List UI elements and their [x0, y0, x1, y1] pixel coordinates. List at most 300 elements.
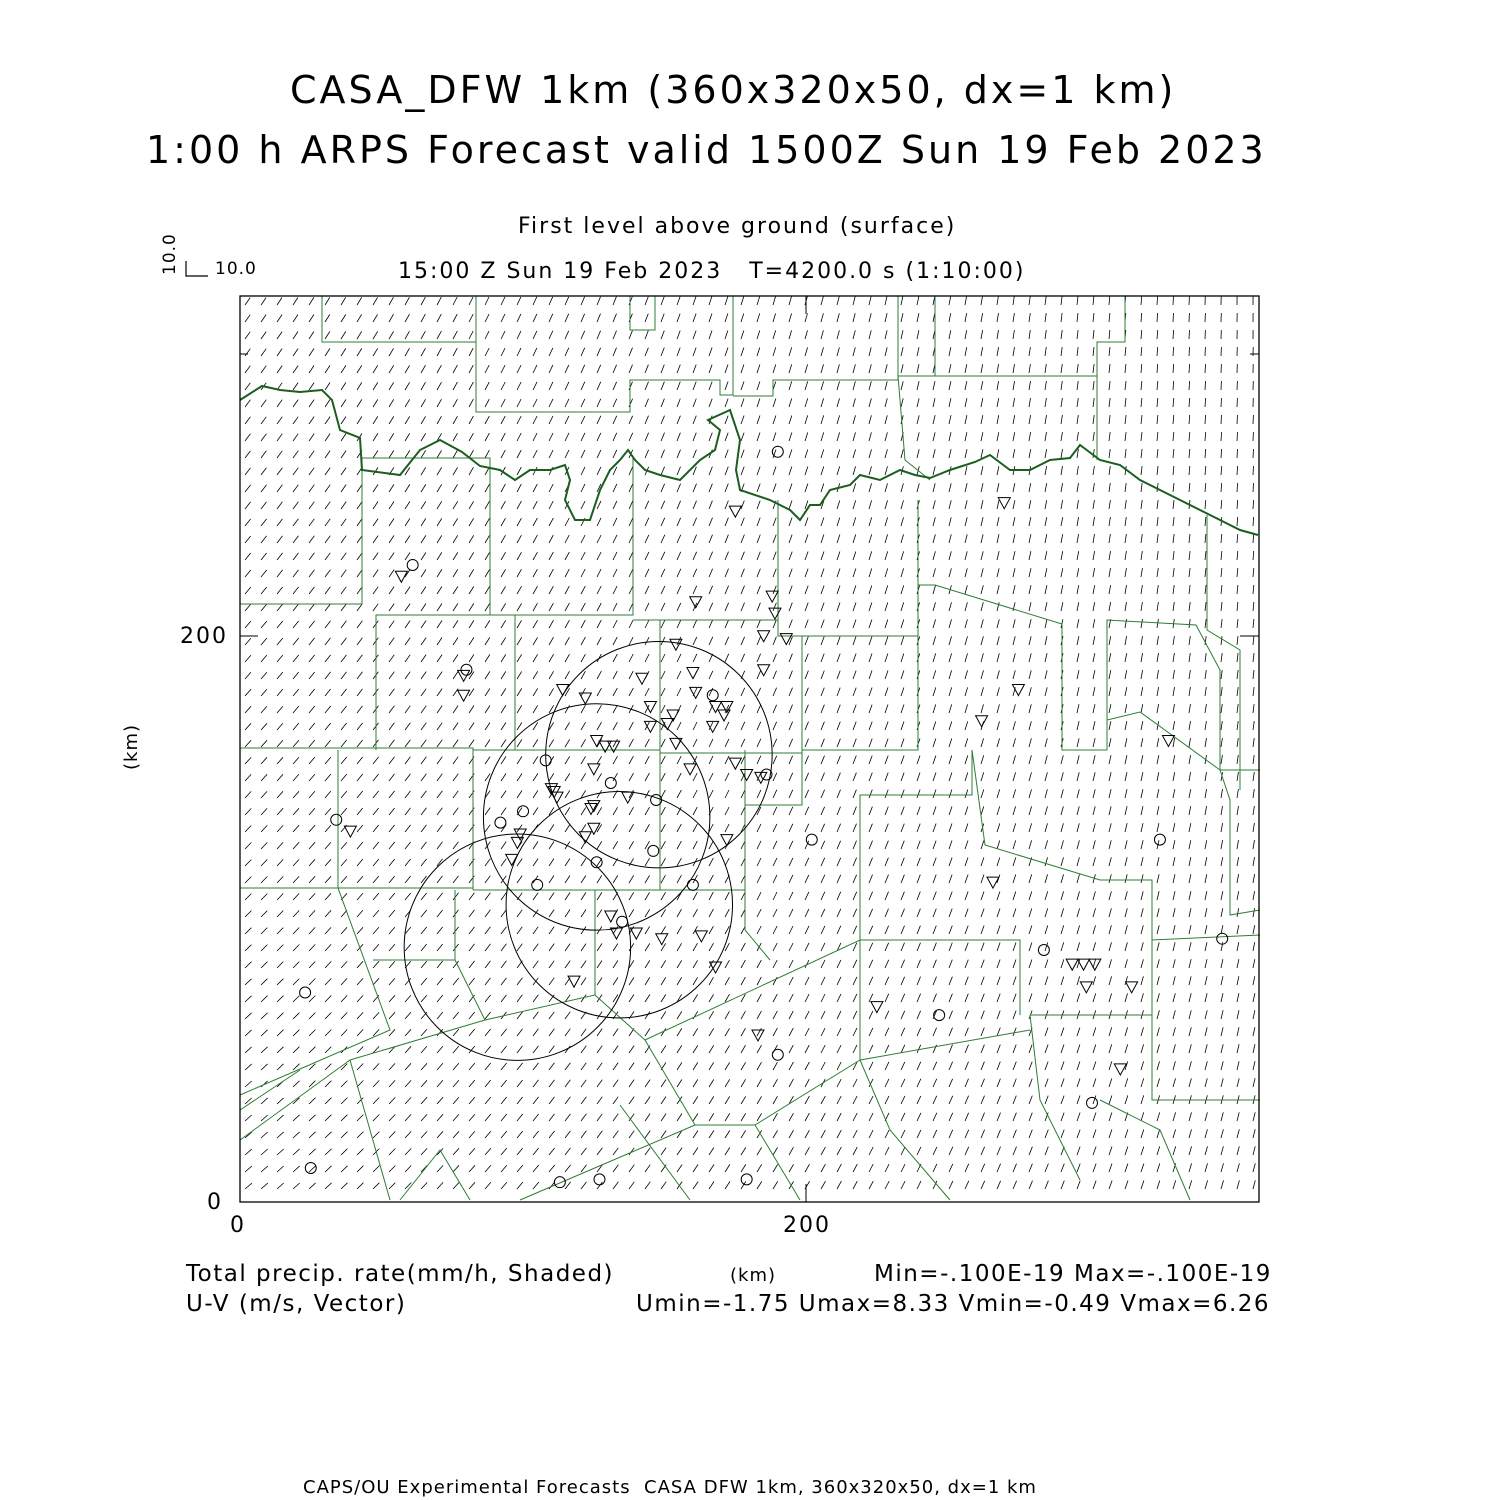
- wind-vector: [1013, 381, 1015, 390]
- wind-vector: [437, 689, 442, 696]
- wind-vector: [261, 774, 267, 781]
- wind-vector: [885, 313, 887, 322]
- wind-vector: [597, 535, 601, 543]
- wind-vector: [1045, 602, 1047, 611]
- wind-vector: [1013, 1164, 1017, 1172]
- wind-vector: [645, 1182, 650, 1189]
- wind-vector: [389, 1063, 395, 1070]
- wind-vector: [517, 876, 522, 883]
- wind-vector: [1061, 296, 1062, 305]
- wind-vector: [1029, 908, 1032, 917]
- wind-vector: [789, 1113, 794, 1121]
- wind-vector: [533, 1114, 539, 1121]
- wind-vector: [869, 296, 871, 305]
- wind-vector: [805, 1130, 809, 1138]
- wind-vector: [1157, 1129, 1160, 1138]
- wind-vector: [453, 740, 458, 747]
- wind-vector: [821, 773, 825, 781]
- wind-vector: [1093, 772, 1095, 781]
- wind-vector: [1109, 1164, 1112, 1173]
- wind-vector: [1141, 755, 1143, 764]
- wind-vector: [869, 637, 872, 646]
- wind-vector: [613, 978, 618, 986]
- wind-vector: [805, 824, 809, 832]
- wind-vector: [1013, 874, 1016, 883]
- wind-vector: [1173, 908, 1175, 917]
- wind-vector: [981, 347, 983, 356]
- wind-vector: [981, 1096, 985, 1104]
- wind-vector: [901, 636, 904, 645]
- wind-vector: [1109, 738, 1111, 747]
- wind-vector: [1029, 602, 1031, 611]
- wind-vector: [1157, 755, 1159, 764]
- wind-vector: [325, 570, 330, 577]
- wind-vector: [501, 688, 506, 696]
- wind-vector: [1237, 1112, 1239, 1121]
- wind-vector: [261, 672, 267, 679]
- wind-vector: [933, 943, 936, 951]
- wind-vector: [725, 433, 728, 441]
- wind-vector: [565, 314, 569, 322]
- wind-vector: [501, 603, 506, 611]
- wind-vector: [997, 994, 1000, 1002]
- wind-vector: [885, 654, 888, 663]
- wind-vector: [1109, 925, 1111, 934]
- wind-vector: [821, 1130, 825, 1138]
- wind-vector: [501, 842, 506, 849]
- wind-vector: [501, 365, 505, 373]
- wind-vector: [885, 1164, 889, 1172]
- wind-vector: [421, 450, 426, 458]
- wind-vector: [1237, 670, 1238, 679]
- wind-vector: [677, 365, 680, 373]
- wind-vector: [437, 450, 442, 458]
- wind-vector: [1221, 687, 1222, 696]
- wind-vector: [933, 432, 935, 441]
- wind-vector: [533, 569, 537, 577]
- wind-vector: [485, 961, 491, 968]
- level-label: First level above ground (surface): [518, 214, 957, 239]
- wind-vector: [789, 688, 793, 696]
- wind-vector: [693, 416, 696, 424]
- wind-vector: [1077, 449, 1078, 458]
- wind-vector: [405, 297, 409, 305]
- wind-vector: [1157, 942, 1159, 951]
- wind-vector: [725, 654, 729, 662]
- wind-vector: [1013, 364, 1015, 373]
- wind-vector: [885, 892, 889, 900]
- wind-vector: [1157, 789, 1159, 798]
- wind-vector: [357, 314, 362, 322]
- wind-vector: [469, 382, 473, 390]
- wind-vector: [453, 910, 459, 917]
- wind-vector: [293, 945, 299, 952]
- station-circle-marker: [806, 834, 817, 845]
- wind-vector: [1141, 381, 1142, 390]
- wind-vector: [309, 332, 314, 340]
- wind-vector: [629, 807, 634, 815]
- wind-vector: [405, 944, 411, 951]
- wind-vector: [693, 841, 697, 849]
- wind-vector: [677, 314, 680, 322]
- wind-vector: [277, 400, 282, 407]
- wind-vector: [757, 330, 760, 339]
- uv-minmax: Umin=-1.75 Umax=8.33 Vmin=-0.49 Vmax=6.26: [636, 1291, 1271, 1317]
- wind-vector: [789, 1062, 793, 1070]
- wind-vector: [485, 501, 490, 509]
- wind-vector: [293, 1081, 300, 1087]
- wind-vector: [661, 705, 665, 713]
- wind-vector: [1253, 1044, 1255, 1053]
- wind-vector: [981, 1011, 984, 1019]
- wind-vector: [341, 842, 347, 849]
- wind-vector: [1125, 721, 1127, 730]
- wind-vector: [1141, 670, 1143, 679]
- wind-vector: [933, 1045, 937, 1053]
- wind-vector: [613, 518, 617, 526]
- wind-vector: [885, 1130, 889, 1138]
- wind-vector: [629, 978, 634, 986]
- wind-vector: [581, 961, 586, 968]
- wind-vector: [885, 551, 888, 560]
- wind-vector: [453, 1097, 459, 1104]
- wind-vector: [421, 331, 425, 339]
- wind-vector: [469, 689, 474, 697]
- wind-vector: [725, 1011, 730, 1019]
- wind-vector: [581, 927, 586, 935]
- wind-vector: [277, 315, 282, 322]
- wind-vector: [293, 621, 299, 628]
- wind-vector: [309, 842, 315, 849]
- wind-vector: [453, 672, 458, 680]
- wind-vector: [965, 790, 968, 799]
- wind-vector: [1189, 585, 1190, 594]
- wind-vector: [1237, 823, 1239, 832]
- wind-vector: [933, 466, 935, 475]
- wind-vector: [629, 1046, 634, 1053]
- wind-vector: [405, 348, 410, 356]
- wind-vector: [869, 756, 872, 764]
- wind-vector: [485, 654, 490, 662]
- wind-vector: [869, 790, 872, 798]
- wind-vector: [389, 365, 394, 373]
- wind-vector: [693, 654, 697, 662]
- wind-vector: [1077, 330, 1078, 339]
- wind-vector: [1157, 772, 1159, 781]
- wind-vector: [597, 1097, 602, 1104]
- wind-vector: [645, 1063, 650, 1071]
- wind-vector: [501, 535, 506, 543]
- wind-vector: [389, 927, 395, 934]
- wind-vector: [629, 1165, 634, 1172]
- wind-vector: [373, 876, 379, 883]
- wind-vector: [405, 842, 411, 849]
- wind-vector: [597, 790, 602, 798]
- wind-vector: [853, 960, 857, 968]
- wind-vector: [1061, 551, 1063, 560]
- wind-vector: [821, 705, 824, 713]
- wind-vector: [421, 978, 427, 985]
- wind-vector: [677, 1062, 682, 1070]
- wind-vector: [725, 1164, 730, 1172]
- wind-vector: [709, 535, 713, 543]
- wind-vector: [437, 484, 442, 492]
- wind-vector: [565, 1012, 570, 1019]
- wind-vector: [901, 1147, 905, 1155]
- wind-vector: [309, 536, 314, 543]
- wind-vector: [469, 416, 473, 424]
- wind-vector: [517, 535, 521, 543]
- wind-vector: [597, 433, 601, 441]
- wind-vector: [421, 859, 427, 866]
- wind-vector: [1253, 840, 1255, 849]
- wind-vector: [357, 995, 363, 1002]
- wind-vector: [1173, 976, 1175, 985]
- wind-vector: [997, 789, 1000, 798]
- wind-vector: [693, 399, 696, 407]
- wind-vector: [453, 1012, 459, 1019]
- wind-vector: [1189, 364, 1190, 373]
- wind-vector: [485, 1182, 491, 1189]
- wind-vector: [805, 347, 808, 356]
- wind-vector: [629, 909, 634, 917]
- wind-vector: [1189, 636, 1190, 645]
- wind-vector: [1109, 874, 1111, 883]
- wind-vector: [309, 791, 315, 798]
- station-circle-marker: [617, 916, 628, 927]
- wind-vector: [1141, 364, 1142, 373]
- wind-vector: [1221, 568, 1222, 577]
- wind-vector: [853, 603, 856, 612]
- state-boundary-red-river: [240, 386, 1258, 535]
- station-circle-marker: [648, 845, 659, 856]
- wind-vector: [821, 1164, 825, 1172]
- wind-vector: [293, 757, 299, 764]
- wind-vector: [613, 1029, 618, 1036]
- wind-vector: [917, 449, 919, 458]
- wind-vector: [1125, 993, 1128, 1002]
- wind-vector: [517, 705, 522, 713]
- wind-vector: [565, 1080, 570, 1087]
- wind-vector: [917, 994, 921, 1002]
- wind-vector: [741, 1147, 746, 1155]
- wind-vector: [357, 417, 362, 425]
- station-circle-marker: [461, 664, 472, 675]
- wind-vector: [1125, 347, 1126, 356]
- wind-vector: [1221, 432, 1222, 441]
- wind-vector: [485, 808, 490, 815]
- wind-vector: [405, 723, 410, 730]
- wind-vector: [757, 671, 761, 679]
- wind-vector: [949, 858, 952, 867]
- wind-vector: [917, 807, 920, 815]
- wind-vector: [981, 943, 984, 951]
- wind-vector: [341, 808, 347, 815]
- wind-vector: [277, 553, 283, 560]
- wind-vector: [1205, 908, 1207, 917]
- wind-vector: [597, 688, 601, 696]
- wind-vector: [245, 1166, 252, 1172]
- wind-vector: [1189, 823, 1191, 832]
- wind-vector: [773, 552, 776, 560]
- wind-vector: [469, 1148, 475, 1155]
- wind-vector: [581, 1063, 586, 1070]
- wind-vector: [1029, 1079, 1032, 1087]
- wind-vector: [293, 434, 298, 441]
- wind-vector: [421, 1029, 427, 1036]
- wind-vector: [373, 314, 378, 322]
- wind-vector: [549, 399, 553, 407]
- wind-vector: [293, 502, 298, 509]
- wind-vector: [1093, 330, 1094, 339]
- wind-vector: [405, 1183, 411, 1190]
- wind-vector: [725, 671, 729, 679]
- wind-vector: [1013, 568, 1015, 577]
- wind-vector: [853, 1113, 857, 1121]
- wind-vector: [1077, 602, 1079, 611]
- wind-vector: [869, 500, 872, 509]
- wind-vector: [277, 859, 283, 866]
- wind-vector: [1029, 994, 1032, 1003]
- wind-vector: [1125, 857, 1127, 866]
- wind-vector: [805, 1113, 809, 1121]
- wind-vector: [437, 927, 443, 934]
- station-triangle-marker: [780, 634, 792, 645]
- wind-vector: [773, 892, 777, 900]
- wind-vector: [965, 909, 968, 917]
- wind-vector: [357, 893, 363, 900]
- wind-vector: [661, 603, 665, 611]
- wind-vector: [1253, 653, 1254, 662]
- wind-vector: [1237, 959, 1239, 968]
- wind-vector: [341, 774, 347, 781]
- wind-vector: [805, 467, 808, 476]
- wind-vector: [709, 518, 713, 526]
- wind-vector: [741, 603, 745, 611]
- wind-vector: [965, 500, 967, 509]
- wind-vector: [389, 485, 394, 493]
- wind-vector: [469, 1029, 475, 1036]
- wind-vector: [885, 620, 888, 629]
- wind-vector: [981, 875, 984, 884]
- wind-vector: [325, 791, 331, 798]
- wind-vector: [1205, 976, 1207, 985]
- wind-vector: [421, 808, 427, 815]
- wind-vector: [341, 944, 347, 951]
- wind-vector: [245, 774, 251, 781]
- wind-vector: [1077, 585, 1079, 594]
- wind-vector: [277, 689, 283, 696]
- wind-vector: [277, 621, 283, 628]
- wind-vector: [933, 790, 936, 799]
- wind-vector: [453, 893, 459, 900]
- wind-vector: [1029, 789, 1032, 798]
- wind-vector: [709, 297, 712, 306]
- wind-vector: [517, 688, 522, 696]
- wind-vector: [1061, 840, 1064, 849]
- wind-vector: [261, 860, 267, 867]
- wind-vector: [1125, 1181, 1128, 1190]
- wind-vector: [725, 1096, 730, 1104]
- wind-vector: [1093, 534, 1095, 543]
- wind-vector: [1013, 994, 1016, 1002]
- wind-vector: [725, 603, 729, 611]
- wind-vector: [373, 1063, 379, 1070]
- wind-vector: [469, 637, 474, 645]
- wind-vector: [949, 824, 952, 833]
- wind-vector: [1141, 687, 1143, 696]
- wind-vector: [1093, 585, 1095, 594]
- wind-vector: [389, 740, 395, 747]
- wind-vector: [885, 773, 888, 781]
- wind-vector: [1061, 364, 1062, 373]
- wind-vector: [965, 807, 968, 816]
- wind-vector: [245, 519, 251, 526]
- wind-vector: [581, 858, 586, 866]
- wind-vector: [389, 1166, 395, 1172]
- wind-vector: [1253, 449, 1254, 458]
- wind-vector: [885, 1011, 889, 1019]
- wind-vector: [869, 517, 872, 526]
- wind-vector: [469, 569, 474, 577]
- wind-vector: [549, 1046, 554, 1053]
- wind-vector: [501, 399, 505, 407]
- wind-vector: [837, 535, 840, 544]
- wind-vector: [437, 331, 441, 339]
- wind-vector: [1029, 1147, 1032, 1155]
- wind-vector: [837, 1096, 841, 1104]
- wind-vector: [1221, 500, 1222, 509]
- wind-vector: [613, 416, 617, 424]
- wind-vector: [1173, 806, 1175, 815]
- wind-vector: [517, 791, 522, 799]
- wind-vector: [1029, 738, 1031, 747]
- wind-vector: [1045, 313, 1046, 322]
- wind-vector: [789, 416, 792, 425]
- wind-vector: [885, 466, 888, 475]
- wind-vector: [965, 1130, 969, 1138]
- wind-vector: [581, 1080, 586, 1087]
- wind-vector: [373, 570, 378, 577]
- wind-vector: [837, 1062, 841, 1070]
- wind-vector: [341, 961, 347, 968]
- wind-vector: [981, 755, 984, 764]
- wind-vector: [981, 364, 983, 373]
- wind-vector: [773, 535, 776, 543]
- wind-vector: [421, 723, 426, 730]
- wind-vector: [1077, 500, 1079, 509]
- wind-vector: [421, 706, 426, 713]
- wind-vector: [821, 1147, 825, 1155]
- wind-vector: [517, 467, 521, 475]
- wind-vector: [1077, 942, 1080, 951]
- wind-vector: [517, 348, 521, 356]
- wind-vector: [741, 433, 744, 441]
- wind-vector: [501, 893, 506, 900]
- wind-vector: [453, 433, 458, 441]
- wind-vector: [597, 671, 601, 679]
- wind-vector: [677, 960, 682, 968]
- wind-vector: [485, 314, 489, 322]
- wind-vector: [997, 313, 999, 322]
- wind-vector: [405, 450, 410, 458]
- wind-vector: [757, 1079, 762, 1087]
- wind-vector: [821, 586, 824, 595]
- wind-vector: [325, 417, 330, 424]
- wind-vector: [965, 1062, 969, 1070]
- wind-vector: [837, 960, 841, 968]
- wind-vector: [773, 330, 776, 339]
